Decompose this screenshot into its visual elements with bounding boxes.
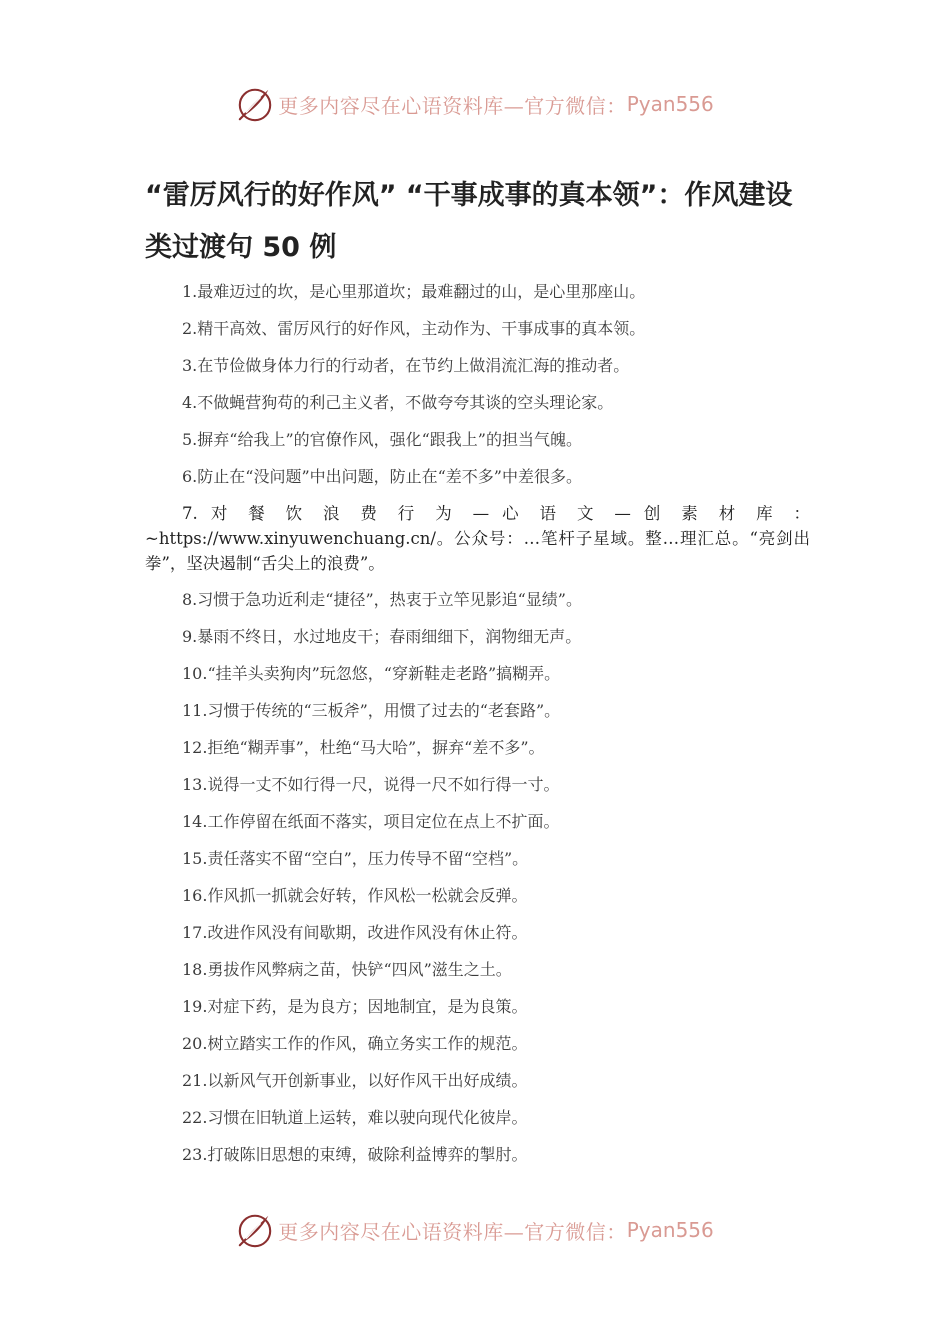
watermark-wechat-id: Pyan556 <box>626 92 714 116</box>
quill-logo-icon <box>236 85 274 123</box>
list-item: 11.习惯于传统的“三板斧”，用惯了过去的“老套路”。 <box>182 701 561 720</box>
list-item: 17.改进作风没有间歇期，改进作风没有休止符。 <box>182 923 528 942</box>
list-item: 23.打破陈旧思想的束缚，破除利益博弈的掣肘。 <box>182 1145 528 1164</box>
list-item-watermarked: 7. 对 餐 饮 浪 费 行 为 — 心 语 文 — 创 素 材 库 ： ~https://www.xinyuwenchuang.cn/。公众号：…笔杆子星域。整…理汇总。“亮剑出拳”，坚决遏制“舌尖上的浪费”。 <box>145 504 810 573</box>
watermark-text: 更多内容尽在心语资料库—官方微信： <box>278 93 627 118</box>
document-title: “雷厉风行的好作风” “干事成事的真本领”：作风建设类过渡句 50 例 <box>145 180 793 263</box>
list-item: 6.防止在“没问题”中出问题，防止在“差不多”中差很多。 <box>182 467 582 486</box>
watermark-text: 更多内容尽在心语资料库—官方微信： <box>278 1219 627 1244</box>
sentence-list <box>145 279 810 1179</box>
list-item: 20.树立踏实工作的作风，确立务实工作的规范。 <box>182 1034 528 1053</box>
list-item: 18.勇拔作风弊病之苗，快铲“四风”滋生之土。 <box>182 960 512 979</box>
list-item: 5.摒弃“给我上”的官僚作风，强化“跟我上”的担当气魄。 <box>182 430 582 449</box>
list-item: 3.在节俭做身体力行的行动者，在节约上做涓流汇海的推动者。 <box>182 356 630 375</box>
list-item: 4.不做蝇营狗苟的利己主义者，不做夸夸其谈的空头理论家。 <box>182 393 614 412</box>
footer-watermark-banner <box>0 1208 950 1252</box>
list-item: 19.对症下药，是为良方；因地制宜，是为良策。 <box>182 997 528 1016</box>
list-item: 14.工作停留在纸面不落实，项目定位在点上不扩面。 <box>182 812 560 831</box>
quill-logo-icon <box>236 1211 274 1249</box>
list-item: 13.说得一丈不如行得一尺，说得一尺不如行得一寸。 <box>182 775 560 794</box>
list-item: 9.暴雨不终日，水过地皮干；春雨细细下，润物细无声。 <box>182 627 582 646</box>
list-item: 21.以新风气开创新事业，以好作风干出好成绩。 <box>182 1071 528 1090</box>
list-item: 1.最难迈过的坎，是心里那道坎；最难翻过的山，是心里那座山。 <box>182 282 646 301</box>
list-item: 12.拒绝“糊弄事”，杜绝“马大哈”，摒弃“差不多”。 <box>182 738 545 757</box>
list-item: 16.作风抓一抓就会好转，作风松一松就会反弹。 <box>182 886 528 905</box>
header-watermark-banner <box>0 82 950 126</box>
watermark-wechat-id: Pyan556 <box>626 1218 714 1242</box>
list-item: 22.习惯在旧轨道上运转，难以驶向现代化彼岸。 <box>182 1108 528 1127</box>
list-item: 2.精干高效、雷厉风行的好作风，主动作为、干事成事的真本领。 <box>182 319 646 338</box>
list-item: 10.“挂羊头卖狗肉”玩忽悠，“穿新鞋走老路”搞糊弄。 <box>182 664 561 683</box>
list-item: 15.责任落实不留“空白”，压力传导不留“空档”。 <box>182 849 529 868</box>
list-item: 8.习惯于急功近利走“捷径”，热衷于立竿见影追“显绩”。 <box>182 590 582 609</box>
